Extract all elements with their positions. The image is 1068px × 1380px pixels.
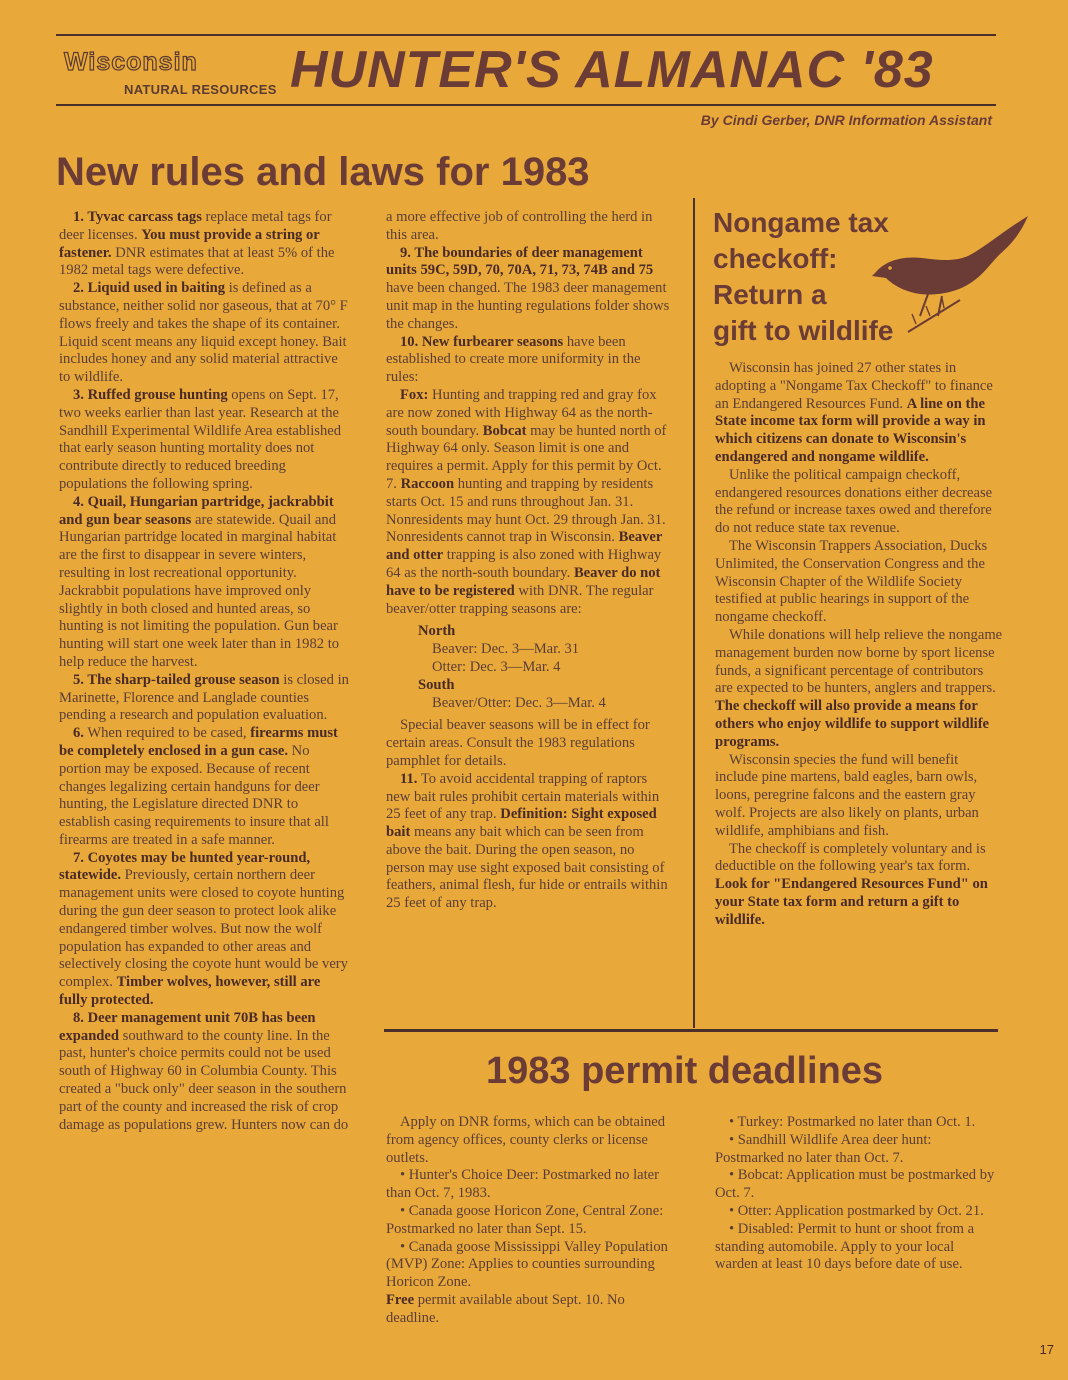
- rule-10: 10. New furbearer seasons have been established to create more uniformity in the rules:: [386, 333, 641, 386]
- masthead-top-rule: [56, 34, 996, 36]
- rule-3: 3. Ruffed grouse hunting opens on Sept. 17, two weeks earlier than last year. Research at the Sandhill Experimental Wildlife Area established that early season hunting mortality does not contribute directly to reduced breeding populations the following spring.: [59, 386, 342, 492]
- nongame-title: Nongame tax checkoff: Return a gift to wildlife: [713, 207, 894, 346]
- column-rules-2: [386, 209, 671, 913]
- permit-item: • Bobcat: Application must be postmarked by Oct. 7.: [715, 1167, 995, 1202]
- page-number: 17: [1039, 1342, 1054, 1357]
- byline: By Cindi Gerber, DNR Information Assistant: [700, 112, 992, 128]
- permits-left-column: [386, 1114, 671, 1328]
- nongame-p2: Unlike the political campaign checkoff, endangered resources donations either decrease the refund or increase taxes owed and therefore do not reduce state tax revenue.: [715, 466, 993, 537]
- rule-11: 11. To avoid accidental trapping of raptors new bait rules prohibit certain materials within 25 feet of any trap. Definition: Sight exposed bait means any bait which can be seen from above the bait. During the open season, no person may use sight exposed bait consisting of feathers, animal flesh, fur hide or entrails within 25 feet of any trap.: [386, 770, 668, 912]
- permits-top-rule: [384, 1029, 998, 1032]
- nongame-p6: The checkoff is completely voluntary and is deductible on the following year's tax form. Look for "Endangered Resources Fund" on your State tax form and return a gift to wildlife.: [715, 840, 988, 928]
- nongame-p3: The Wisconsin Trappers Association, Ducks Unlimited, the Conservation Congress and the Wisconsin Chapter of the Wildlife Society testified at public hearings in support of the nongame checkoff.: [715, 537, 988, 626]
- rule-8: 8. Deer management unit 70B has been expanded southward to the county line. In the past, hunter's choice permits could not be used south of Highway 60 in Columbia County. This created a "buck only" deer season in the southern part of the county and increased the risk of crop damage as populations grew. Hunters now can do: [59, 1009, 349, 1133]
- column-rules-1: [59, 209, 349, 1134]
- wisconsin-logo: [62, 48, 277, 98]
- bird-illustration: [868, 212, 1033, 342]
- rule-7: 7. Coyotes may be hunted year-round, statewide. Previously, certain northern deer management units were closed to coyote hunting during the gun deer season to protect look alike endangered timber wolves. But now the wolf population has expanded to other areas and selectively closing the coyote hunt would be very complex. Timber wolves, however, still are fully protected.: [59, 849, 348, 1009]
- north-beaver-season: Beaver: Dec. 3—Mar. 31: [432, 641, 580, 658]
- rule-2: 2. Liquid used in baiting is defined as a substance, neither solid nor gaseous, that at 70° F flows freely and takes the shape of its container. Liquid scent means any liquid except honey. Bait includes honey and any solid material attractive to wildlife.: [59, 280, 348, 386]
- masthead-title: HUNTER'S ALMANAC '83: [290, 41, 934, 99]
- zone-north-heading: North: [418, 623, 456, 640]
- furbearer-details: Fox: Hunting and trapping red and gray fox are now zoned with Highway 64 as the north-south boundary. Bobcat may be hunted north of Highway 64 only. Season limit is one and requires a permit. Apply for this permit by Oct. 7. Raccoon hunting and trapping by residents starts Oct. 15 and runs throughout Jan. 31. Nonresidents may hunt Oct. 29 through Jan. 31. Nonresidents cannot trap in Wisconsin. Beaver and otter trapping is also zoned with Highway 64 as the north-south boundary. Beaver do not have to be registered with DNR. The regular beaver/otter trapping seasons are:: [386, 386, 667, 617]
- rule-1: 1. Tyvac carcass tags replace metal tags for deer licenses. You must provide a string or fastener. DNR estimates that at least 5% of the 1982 metal tags were defective.: [59, 209, 335, 279]
- south-season: Beaver/Otter: Dec. 3—Mar. 4: [432, 694, 606, 711]
- permit-item: • Hunter's Choice Deer: Postmarked no later than Oct. 7, 1983.: [386, 1167, 660, 1202]
- nongame-article: [715, 360, 1003, 930]
- nongame-p5: Wisconsin species the fund will benefit include pine martens, bald eagles, barn owls, loons, peregrine falcons and the eastern gray wolf. Projects are also likely on plants, urban wildlife, amphibians and fish.: [715, 751, 979, 839]
- rule-8-continued: a more effective job of controlling the herd in this area.: [386, 209, 653, 243]
- permit-free-note: Free permit available about Sept. 10. No deadline.: [386, 1291, 625, 1326]
- masthead-bottom-rule: [56, 104, 996, 106]
- nongame-p4: While donations will help relieve the nongame management burden now borne by sport license funds, a significant percentage of contributors are expected to be hunters, anglers and trappers. The checkoff will also provide a means for others who enjoy wildlife to support wildlife programs.: [715, 626, 1003, 750]
- permit-item: • Disabled: Permit to hunt or shoot from a standing automobile. Apply to your local warden at least 10 days before date of use.: [715, 1220, 975, 1273]
- north-otter-season: Otter: Dec. 3—Mar. 4: [432, 658, 561, 675]
- sidebar-divider: [693, 198, 695, 1028]
- permits-heading: 1983 permit deadlines: [486, 1050, 884, 1092]
- special-beaver-note: Special beaver seasons will be in effect for certain areas. Consult the 1983 regulations pamphlet for details.: [386, 717, 650, 769]
- permit-item: • Otter: Application postmarked by Oct. 21.: [729, 1202, 984, 1219]
- permit-item: • Canada goose Mississippi Valley Population (MVP) Zone: Applies to counties surrounding Horicon Zone.: [386, 1238, 668, 1291]
- rule-6: 6. When required to be cased, firearms must be completely enclosed in a gun case. No portion may be exposed. Because of recent changes legalizing certain handguns for deer hunting, the Legislature directed DNR to establish casing requirements to insure that all firearms are treated in a safe manner.: [59, 725, 338, 848]
- page-headline: New rules and laws for 1983: [56, 150, 590, 194]
- rule-5: 5. The sharp-tailed grouse season is closed in Marinette, Florence and Langlade counties pending a research and population evaluation.: [59, 671, 349, 724]
- permit-item: • Canada goose Horicon Zone, Central Zone: Postmarked no later than Sept. 15.: [386, 1202, 664, 1237]
- nongame-p1: Wisconsin has joined 27 other states in adopting a "Nongame Tax Checkoff" to finance an Endangered Resources Fund. A line on the State income tax form will provide a way in which citizens can donate to Wisconsin's endangered and nongame wildlife.: [715, 360, 993, 465]
- logo-word: Wisconsin: [64, 48, 198, 76]
- permit-item: • Turkey: Postmarked no later than Oct. 1.: [729, 1114, 976, 1130]
- permits-right-column: [715, 1114, 1000, 1274]
- permits-intro: Apply on DNR forms, which can be obtained from agency offices, county clerks or license outlets.: [386, 1114, 666, 1166]
- permit-item: • Sandhill Wildlife Area deer hunt: Postmarked no later than Oct. 7.: [715, 1131, 932, 1166]
- rule-4: 4. Quail, Hungarian partridge, jackrabbit and gun bear seasons are statewide. Quail and Hungarian partridge located in marginal habitat are the first to disappear in severe winters, resulting in lost recreational opportunity. Jackrabbit populations have improved only slightly in both closed and hunted areas, so hunting is not limiting the population. Gun bear hunting will start one week later than in 1982 to help reduce the harvest.: [59, 493, 340, 670]
- zone-south-heading: South: [418, 676, 455, 693]
- rule-9: 9. The boundaries of deer management units 59C, 59D, 70, 70A, 71, 73, 74B and 75 have been changed. The 1983 deer management unit map in the hunting regulations folder shows the changes.: [386, 244, 670, 332]
- logo-subtitle: NATURAL RESOURCES: [124, 82, 277, 97]
